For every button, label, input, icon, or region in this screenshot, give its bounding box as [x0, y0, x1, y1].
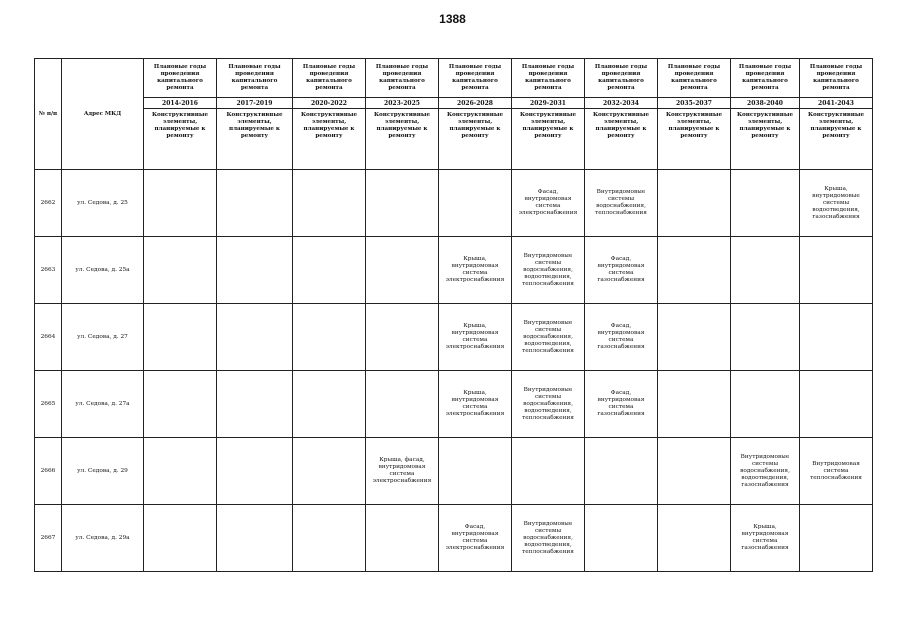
repair-elements-cell: Внутридомовые системы водоснабжения, водоотведения, теплоснабжения	[512, 237, 585, 304]
repair-elements-cell: Внутридомовые системы водоснабжения, водоотведения, теплоснабжения	[512, 304, 585, 371]
repair-elements-cell	[144, 237, 217, 304]
header-period: 2023-2025	[366, 98, 439, 109]
repair-elements-cell: Внутридомовые системы водоснабжения, теплоснабжения	[585, 170, 658, 237]
repair-elements-cell	[658, 170, 731, 237]
capital-repair-plan-table	[34, 58, 873, 572]
row-address: ул. Седова, д. 27а	[62, 371, 144, 438]
header-period: 2041-2043	[800, 98, 873, 109]
header-address: Адрес МКД	[62, 59, 144, 170]
repair-elements-cell	[217, 505, 293, 572]
repair-elements-cell	[144, 505, 217, 572]
repair-elements-cell	[293, 438, 366, 505]
table-row	[35, 170, 873, 237]
repair-elements-cell	[800, 304, 873, 371]
header-elements-label: Конструктивные элементы, планируемые к ремонту	[658, 109, 731, 170]
header-plan-label: Плановые годы проведения капитального ремонта	[800, 59, 873, 98]
repair-elements-cell	[293, 170, 366, 237]
header-period: 2020-2022	[293, 98, 366, 109]
row-address: ул. Седова, д. 25а	[62, 237, 144, 304]
repair-elements-cell	[217, 371, 293, 438]
header-plan-label: Плановые годы проведения капитального ремонта	[439, 59, 512, 98]
repair-elements-cell	[658, 438, 731, 505]
repair-elements-cell	[800, 371, 873, 438]
repair-elements-cell	[144, 170, 217, 237]
header-plan-label: Плановые годы проведения капитального ремонта	[217, 59, 293, 98]
repair-elements-cell	[366, 371, 439, 438]
repair-elements-cell	[731, 170, 800, 237]
repair-elements-cell	[144, 371, 217, 438]
row-address: ул. Седова, д. 29	[62, 438, 144, 505]
header-period: 2017-2019	[217, 98, 293, 109]
repair-elements-cell	[800, 237, 873, 304]
header-row-periods	[35, 98, 873, 109]
header-elements-label: Конструктивные элементы, планируемые к ремонту	[366, 109, 439, 170]
header-elements-label: Конструктивные элементы, планируемые к ремонту	[800, 109, 873, 170]
header-plan-label: Плановые годы проведения капитального ремонта	[585, 59, 658, 98]
repair-elements-cell	[800, 505, 873, 572]
repair-elements-cell	[217, 304, 293, 371]
header-period: 2029-2031	[512, 98, 585, 109]
repair-elements-cell	[366, 304, 439, 371]
repair-elements-cell: Крыша, внутридомовая система газоснабжения	[731, 505, 800, 572]
repair-elements-cell: Внутридомовые системы водоснабжения, водоотведения, теплоснабжения	[512, 505, 585, 572]
repair-elements-cell: Внутридомовая система теплоснабжения	[800, 438, 873, 505]
header-plan-label: Плановые годы проведения капитального ремонта	[512, 59, 585, 98]
repair-elements-cell	[658, 505, 731, 572]
header-elements-label: Конструктивные элементы, планируемые к ремонту	[144, 109, 217, 170]
repair-elements-cell	[293, 371, 366, 438]
repair-elements-cell: Фасад, внутридомовая система газоснабжения	[585, 237, 658, 304]
repair-elements-cell	[512, 438, 585, 505]
row-address: ул. Седова, д. 27	[62, 304, 144, 371]
repair-elements-cell	[366, 505, 439, 572]
repair-elements-cell	[366, 170, 439, 237]
repair-elements-cell: Внутридомовые системы водоснабжения, водоотведения, теплоснабжения	[512, 371, 585, 438]
header-period: 2032-2034	[585, 98, 658, 109]
repair-elements-cell	[585, 438, 658, 505]
repair-elements-cell	[217, 170, 293, 237]
header-plan-label: Плановые годы проведения капитального ремонта	[658, 59, 731, 98]
repair-elements-cell	[366, 237, 439, 304]
repair-elements-cell	[731, 371, 800, 438]
repair-elements-cell: Крыша, внутридомовые системы водоотведения, газоснабжения	[800, 170, 873, 237]
table-row	[35, 371, 873, 438]
repair-elements-cell	[658, 304, 731, 371]
header-period: 2035-2037	[658, 98, 731, 109]
table-row	[35, 304, 873, 371]
repair-elements-cell: Фасад, внутридомовая система электроснабжения	[512, 170, 585, 237]
table-row	[35, 505, 873, 572]
repair-elements-cell	[144, 438, 217, 505]
header-row-elements	[35, 109, 873, 170]
header-period: 2014-2016	[144, 98, 217, 109]
repair-elements-cell	[439, 170, 512, 237]
repair-elements-cell	[293, 304, 366, 371]
header-elements-label: Конструктивные элементы, планируемые к ремонту	[585, 109, 658, 170]
row-address: ул. Седова, д. 29а	[62, 505, 144, 572]
repair-elements-cell: Фасад, внутридомовая система газоснабжения	[585, 304, 658, 371]
table-body	[35, 170, 873, 572]
header-plan-label: Плановые годы проведения капитального ремонта	[144, 59, 217, 98]
header-num: № п/п	[35, 59, 62, 170]
header-period: 2038-2040	[731, 98, 800, 109]
repair-elements-cell	[439, 438, 512, 505]
header-plan-label: Плановые годы проведения капитального ремонта	[366, 59, 439, 98]
repair-elements-cell: Фасад, внутридомовая система электроснабжения	[439, 505, 512, 572]
row-number: 2665	[35, 371, 62, 438]
header-row-plan-labels	[35, 59, 873, 98]
table-header	[35, 59, 873, 170]
page-number: 1388	[439, 12, 466, 26]
repair-elements-cell	[217, 438, 293, 505]
header-elements-label: Конструктивные элементы, планируемые к ремонту	[731, 109, 800, 170]
repair-elements-cell	[217, 237, 293, 304]
header-period: 2026-2028	[439, 98, 512, 109]
header-elements-label: Конструктивные элементы, планируемые к ремонту	[439, 109, 512, 170]
repair-elements-cell	[293, 505, 366, 572]
repair-elements-cell: Крыша, фасад, внутридомовая система электроснабжения	[366, 438, 439, 505]
repair-elements-cell: Крыша, внутридомовая система электроснабжения	[439, 237, 512, 304]
header-elements-label: Конструктивные элементы, планируемые к ремонту	[512, 109, 585, 170]
repair-elements-cell	[144, 304, 217, 371]
repair-elements-cell	[658, 237, 731, 304]
row-number: 2663	[35, 237, 62, 304]
repair-elements-cell: Крыша, внутридомовая система электроснабжения	[439, 304, 512, 371]
repair-elements-cell: Фасад, внутридомовая система газоснабжения	[585, 371, 658, 438]
repair-elements-cell	[731, 304, 800, 371]
row-number: 2667	[35, 505, 62, 572]
row-number: 2664	[35, 304, 62, 371]
repair-elements-cell	[731, 237, 800, 304]
header-plan-label: Плановые годы проведения капитального ремонта	[293, 59, 366, 98]
header-elements-label: Конструктивные элементы, планируемые к ремонту	[293, 109, 366, 170]
repair-elements-cell	[293, 237, 366, 304]
repair-elements-cell: Крыша, внутридомовая система электроснабжения	[439, 371, 512, 438]
repair-elements-cell	[658, 371, 731, 438]
row-number: 2662	[35, 170, 62, 237]
repair-elements-cell	[585, 505, 658, 572]
header-elements-label: Конструктивные элементы, планируемые к ремонту	[217, 109, 293, 170]
row-number: 2666	[35, 438, 62, 505]
row-address: ул. Седова, д. 25	[62, 170, 144, 237]
table-row	[35, 237, 873, 304]
table-row	[35, 438, 873, 505]
repair-elements-cell: Внутридомовые системы водоснабжения, водоотведения, газоснабжения	[731, 438, 800, 505]
header-plan-label: Плановые годы проведения капитального ремонта	[731, 59, 800, 98]
